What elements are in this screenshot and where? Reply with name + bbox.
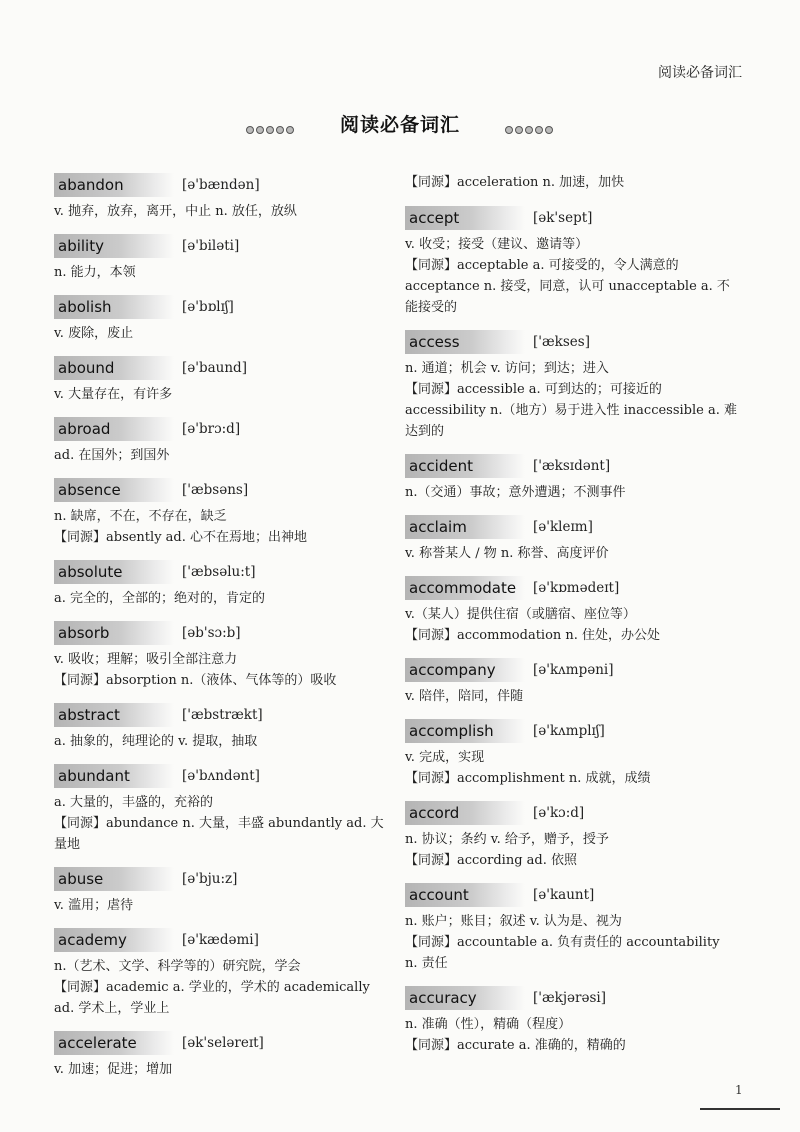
decorative-dots-left <box>246 119 296 138</box>
definition-line: 【同源】abundance n. 大量，丰盛 abundantly ad. 大 <box>54 816 384 831</box>
pronunciation: [ə'kɔ:d] <box>533 804 585 821</box>
dictionary-entry <box>54 294 384 344</box>
dictionary-entry <box>405 718 745 789</box>
headword: abundant <box>54 764 174 788</box>
definition-line: n. 通道；机会 v. 访问；到达；进入 <box>405 361 609 376</box>
definition-line: n. 准确（性），精确（程度） <box>405 1017 572 1032</box>
entry-head <box>54 294 384 319</box>
definition-line: v. 大量存在，有许多 <box>54 387 173 402</box>
definition-line: a. 大量的，丰盛的，充裕的 <box>54 795 214 810</box>
pronunciation: ['æbsəns] <box>182 481 249 498</box>
pronunciation: [ə'bɒlɪʃ] <box>182 298 234 315</box>
headword: abound <box>54 356 174 380</box>
dictionary-entry <box>54 1030 384 1080</box>
pronunciation: ['ækjərəsi] <box>533 989 606 1006</box>
dictionary-entry <box>405 514 745 564</box>
definition-line: n. 账户；账目；叙述 v. 认为是、视为 <box>405 914 622 929</box>
headword: accelerate <box>54 1031 174 1055</box>
dictionary-entry <box>54 702 384 752</box>
running-head: 阅读必备词汇 <box>658 65 742 81</box>
entry-head <box>405 329 745 354</box>
headword: accuracy <box>405 986 525 1010</box>
dictionary-entry <box>54 866 384 916</box>
entry-head <box>405 882 745 907</box>
dictionary-entry <box>405 800 745 871</box>
definition-line: v. 滥用；虐待 <box>54 898 134 913</box>
definition-line: v. 吸收；理解；吸引全部注意力 <box>54 652 238 667</box>
headword: abuse <box>54 867 174 891</box>
headword: account <box>405 883 525 907</box>
definition-line: a. 完全的，全部的；绝对的，肯定的 <box>54 591 266 606</box>
definition-line: v. 陪伴，陪同，伴随 <box>405 689 524 704</box>
headword: accommodate <box>405 576 525 600</box>
entry-head <box>405 985 745 1010</box>
headword: accident <box>405 454 525 478</box>
pronunciation: [ə'kʌmplɪʃ] <box>533 722 605 739</box>
dictionary-entry <box>405 575 745 646</box>
definition-line: n. 能力，本领 <box>54 265 136 280</box>
definition-line: v. 完成，实现 <box>405 750 485 765</box>
entry-head <box>405 453 745 478</box>
dictionary-entry <box>54 355 384 405</box>
definition-line: v.（某人）提供住宿（或膳宿、座位等） <box>405 607 636 622</box>
entry-head <box>54 763 384 788</box>
entry-head <box>54 1030 384 1055</box>
headword: access <box>405 330 525 354</box>
headword: accept <box>405 206 525 230</box>
pronunciation: ['ækses] <box>533 333 590 350</box>
definition-line: v. 收受；接受（建议、邀请等） <box>405 237 589 252</box>
pronunciation: [ə'kleɪm] <box>533 518 593 535</box>
headword: abolish <box>54 295 174 319</box>
entry-head <box>54 477 384 502</box>
definition-line: 【同源】accommodation n. 住处，办公处 <box>405 628 661 643</box>
entry-head <box>405 657 745 682</box>
pronunciation: [ək'seləreɪt] <box>182 1034 264 1051</box>
headword: absorb <box>54 621 174 645</box>
dictionary-entry <box>54 477 384 548</box>
headword: ability <box>54 234 174 258</box>
headword: acclaim <box>405 515 525 539</box>
entry-head <box>54 355 384 380</box>
definition-line: ad. 学术上，学业上 <box>54 1001 170 1016</box>
entry-head <box>405 575 745 600</box>
left-column <box>54 172 384 1091</box>
bottom-rule <box>700 1108 780 1110</box>
definition-line: 能接受的 <box>405 300 458 315</box>
continuation-line: 【同源】acceleration n. 加速，加快 <box>405 175 625 190</box>
entry-head <box>54 702 384 727</box>
definition-line: 【同源】accurate a. 准确的，精确的 <box>405 1038 626 1053</box>
entry-head <box>405 800 745 825</box>
definition-line: n. 协议；条约 v. 给予，赠予，授予 <box>405 832 609 847</box>
definition-line: 【同源】accessible a. 可到达的；可接近的 <box>405 382 662 397</box>
title-row <box>0 110 800 137</box>
definition-line: v. 称誉某人 / 物 n. 称誉、高度评价 <box>405 546 609 561</box>
definition-line: 【同源】academic a. 学业的，学术的 academically <box>54 980 370 995</box>
dictionary-entry <box>54 927 384 1019</box>
pronunciation: [ə'kædəmi] <box>182 931 259 948</box>
headword: academy <box>54 928 174 952</box>
definition-line: 量地 <box>54 837 81 852</box>
headword: accompany <box>405 658 525 682</box>
pronunciation: [ək'sept] <box>533 209 593 226</box>
definition-line: ad. 在国外；到国外 <box>54 448 170 463</box>
pronunciation: ['æksɪdənt] <box>533 457 611 474</box>
definition-line: n.（交通）事故；意外遭遇；不测事件 <box>405 485 626 500</box>
dictionary-entry <box>54 172 384 222</box>
pronunciation: [ə'bju:z] <box>182 870 238 887</box>
definition-line: accessibility n.（地方）易于进入性 inaccessible a. 难 <box>405 403 737 418</box>
pronunciation: [ə'kaunt] <box>533 886 595 903</box>
dictionary-entry <box>405 882 745 974</box>
pronunciation: [əb'sɔ:b] <box>182 624 241 641</box>
dictionary-entry <box>405 329 745 442</box>
entry-head <box>405 205 745 230</box>
definition-line: 【同源】acceptable a. 可接受的，令人满意的 <box>405 258 679 273</box>
definition-line: v. 废除，废止 <box>54 326 134 341</box>
entry-head <box>54 416 384 441</box>
definition-line: n.（艺术、文学、科学等的）研究院，学会 <box>54 959 301 974</box>
pronunciation: [ə'brɔ:d] <box>182 420 241 437</box>
right-entries <box>405 205 745 1056</box>
definition-line: n. 责任 <box>405 956 448 971</box>
headword: abstract <box>54 703 174 727</box>
entry-head <box>54 927 384 952</box>
definition-line: 【同源】according ad. 依照 <box>405 853 577 868</box>
pronunciation: ['æbstrækt] <box>182 706 263 723</box>
headword: abroad <box>54 417 174 441</box>
dictionary-entry <box>54 559 384 609</box>
headword: accord <box>405 801 525 825</box>
definition-line: n. 缺席，不在，不存在，缺乏 <box>54 509 227 524</box>
entry-head <box>54 172 384 197</box>
pronunciation: [ə'kɒmədeɪt] <box>533 579 620 596</box>
headword: absolute <box>54 560 174 584</box>
definition-line: 【同源】absorption n.（液体、气体等的）吸收 <box>54 673 337 688</box>
dictionary-entry <box>54 416 384 466</box>
definition-line: 达到的 <box>405 424 445 439</box>
dictionary-entry <box>54 620 384 691</box>
entry-head <box>54 233 384 258</box>
definition-line: a. 抽象的，纯理论的 v. 提取，抽取 <box>54 734 258 749</box>
definition-line: 【同源】absently ad. 心不在焉地；出神地 <box>54 530 308 545</box>
decorative-dots-right <box>505 119 555 138</box>
pronunciation: [ə'baund] <box>182 359 247 376</box>
headword: absence <box>54 478 174 502</box>
headword: accomplish <box>405 719 525 743</box>
pronunciation: [ə'bʌndənt] <box>182 767 260 784</box>
definition-line: 【同源】accomplishment n. 成就，成绩 <box>405 771 651 786</box>
entry-head <box>54 866 384 891</box>
dictionary-entry <box>405 205 745 318</box>
dictionary-entry <box>54 763 384 855</box>
dictionary-entry <box>405 657 745 707</box>
dictionary-entry <box>405 985 745 1056</box>
dictionary-entry <box>54 233 384 283</box>
entry-head <box>54 559 384 584</box>
entry-head <box>54 620 384 645</box>
pronunciation: ['æbsəlu:t] <box>182 563 256 580</box>
entry-head <box>405 718 745 743</box>
pronunciation: [ə'bændən] <box>182 176 260 193</box>
page-title: 阅读必备词汇 <box>339 114 460 136</box>
page-number: 1 <box>735 1083 743 1097</box>
headword: abandon <box>54 173 174 197</box>
pronunciation: [ə'kʌmpəni] <box>533 661 614 678</box>
pronunciation: [ə'biləti] <box>182 237 240 254</box>
definition-line: v. 抛弃，放弃，离开，中止 n. 放任，放纵 <box>54 204 297 219</box>
dictionary-entry <box>405 453 745 503</box>
definition-line: acceptance n. 接受，同意，认可 unacceptable a. 不 <box>405 279 730 294</box>
entry-head <box>405 514 745 539</box>
definition-line: 【同源】accountable a. 负有责任的 accountability <box>405 935 720 950</box>
definition-line: v. 加速；促进；增加 <box>54 1062 173 1077</box>
right-column <box>405 172 745 1067</box>
